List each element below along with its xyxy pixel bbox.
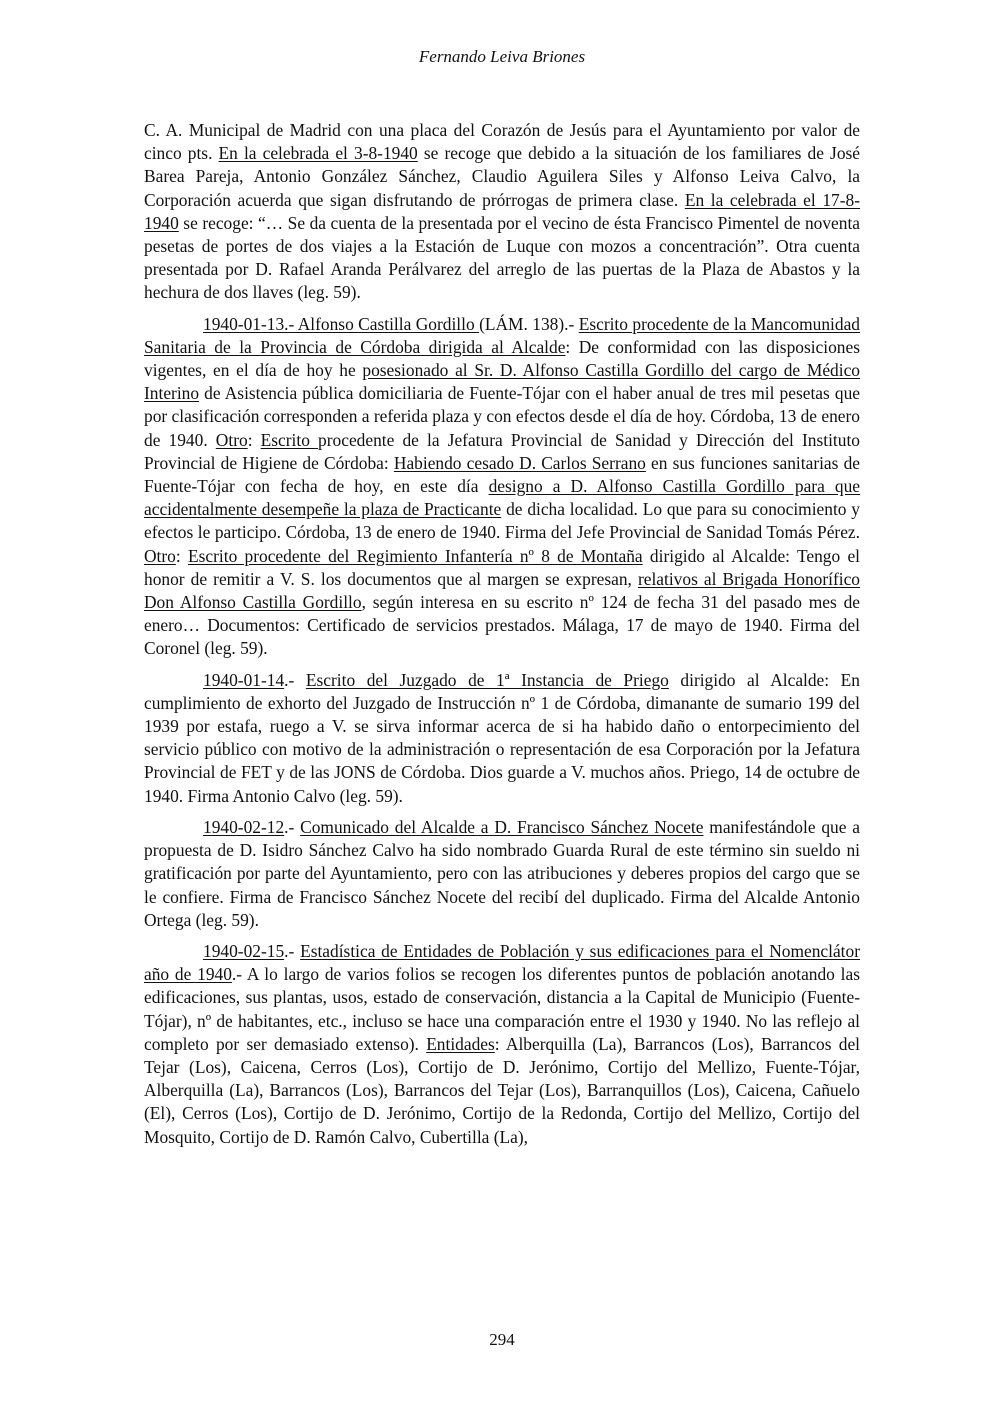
- underlined-text: posesionado al Sr. D. Alfonso Castilla Gordillo del cargo de Médico Interino: [144, 360, 860, 404]
- text-run: : De conformidad con las disposiciones vigentes, en el día de hoy he: [144, 336, 860, 381]
- text-run: en sus funciones sanitarias de Fuente-Tójar con fecha de hoy, en este día: [144, 452, 860, 497]
- underlined-text: Habiendo cesado D. Carlos Serrano: [393, 452, 646, 473]
- underlined-text: Estadística de Entidades de Población y sus edificaciones para el Nomenclátor año de 1940: [144, 940, 860, 985]
- underlined-text: En la celebrada el 3-8-1940: [218, 143, 418, 164]
- underlined-text: 1940-01-13.- Alfonso Castilla Gordillo: [203, 313, 480, 334]
- text-run: procedente de la Jefatura Provincial de Sanidad y Dirección del Instituto Provincial de Higiene de Córdoba:: [144, 429, 860, 473]
- text-run: dirigido al Alcalde: Tengo el honor de remitir a V. S. los documentos que al margen se expresan,: [144, 545, 860, 589]
- paragraph: [144, 119, 860, 305]
- underlined-text: Escrito del Juzgado de 1ª Instancia de Priego: [305, 669, 669, 690]
- text-run: dirigido al Alcalde: En cumplimiento de exhorto del Juzgado de Instrucción nº 1 de Córdoba, dimanante de sumario 199 del 1939 por estafa, ruego a V. se sirva informar acerca de si ha habido daño o entorpecimiento del servicio público con motivo de la administración o representación de esa Corporación por la Jefatura Provincial de FET y de las JONS de Córdoba. Dios guarde a V. muchos años. Priego, 14 de octubre de 1940. Firma Antonio Calvo (leg. 59).: [144, 669, 860, 806]
- text-run: se recoge que debido a la situación de los familiares de José Barea Pareja, Antonio González Sánchez, Claudio Aguilera Siles y Alfonso Leiva Calvo, la Corporación acuerda que sigan disfrutando de prórrogas de primera clase.: [144, 143, 861, 210]
- text-run: (LÁM. 138).-: [479, 313, 579, 334]
- page-number: 294: [489, 1330, 515, 1349]
- text-run: de Asistencia pública domiciliaria de Fuente-Tójar con el haber anual de tres mil pesetas que por clasificación corresponden a referida plaza y con efectos desde el día de hoy. Córdoba, 13 de enero de 1940.: [144, 383, 860, 450]
- text-run: :: [247, 429, 261, 450]
- text-run: .-: [284, 940, 301, 961]
- text-run: de dicha localidad. Lo que para su conocimiento y efectos le participo. Córdoba, 13 de enero de 1940. Firma del Jefe Provincial de Sanidad Tomás Pérez.: [144, 499, 860, 543]
- text-run: C. A. Municipal de Madrid con una placa del Corazón de Jesús para el Ayuntamiento por valor de cinco pts.: [144, 120, 860, 164]
- text-run: se recoge: “… Se da cuenta de la presentada por el vecino de ésta Francisco Pimentel de noventa pesetas de portes de dos viajes a la Estación de Luque con mozos a concentración”. Otra cuenta presentada por D. Rafael Aranda Perálvarez del arreglo de las puertas de la Plaza de Abastos y la hechura de dos llaves (leg. 59).: [144, 212, 860, 303]
- underlined-text: En la celebrada el 17-8-1940: [144, 189, 860, 233]
- paragraph: [144, 669, 860, 808]
- paragraph: [144, 816, 860, 932]
- underlined-text: Entidades: [426, 1033, 495, 1054]
- paragraph: [144, 940, 860, 1149]
- body-text: [144, 119, 860, 1157]
- text-run: manifestándole que a propuesta de D. Isidro Sánchez Calvo ha sido nombrado Guarda Rural de este término sin sueldo ni gratificación por parte del Ayuntamiento, pero con las atribuciones y deberes propios del cargo que se le confiere. Firma de Francisco Sánchez Nocete del recibí del duplicado. Firma del Alcalde Antonio Ortega (leg. 59).: [144, 816, 860, 930]
- underlined-text: Escrito procedente del Regimiento Infantería nº 8 de Montaña: [188, 545, 643, 566]
- text-run: .-: [284, 669, 306, 690]
- underlined-text: relativos al Brigada Honorífico Don Alfonso Castilla Gordillo: [144, 568, 860, 613]
- underlined-text: Comunicado del Alcalde a D. Francisco Sánchez Nocete: [300, 816, 704, 837]
- text-run: , según interesa en su escrito nº 124 de fecha 31 del pasado mes de enero… Documentos: Certificado de servicios prestados. Málaga, 17 de mayo de 1940. Firma del Coronel (leg. 59).: [144, 592, 860, 659]
- underlined-text: Escrito: [260, 429, 319, 450]
- underlined-text: 1940-02-12: [203, 816, 285, 837]
- text-run: :: [175, 545, 188, 566]
- underlined-text: 1940-02-15: [203, 940, 285, 961]
- underlined-text: designo a D. Alfonso Castilla Gordillo para que accidentalmente desempeñe la plaza de Practicante: [144, 476, 860, 520]
- underlined-text: Otro: [215, 429, 248, 450]
- text-run: .- A lo largo de varios folios se recogen los diferentes puntos de población anotando las edificaciones, sus plantas, usos, estado de conservación, distancia a la Capital de Municipio (Fuente-Tójar), nº de habitantes, etc., incluso se hace una comparación entre el 1930 y 1940. No las reflejo al completo por ser demasiado extenso).: [144, 964, 860, 1054]
- running-header: Fernando Leiva Briones: [418, 47, 586, 66]
- underlined-text: Otro: [144, 545, 176, 566]
- underlined-text: Escrito procedente de la Mancomunidad Sanitaria de la Provincia de Córdoba dirigida al Alcalde: [144, 313, 860, 357]
- paragraph: [144, 313, 860, 661]
- text-run: .-: [284, 816, 301, 837]
- underlined-text: 1940-01-14: [203, 669, 285, 690]
- text-run: : Alberquilla (La), Barrancos (Los), Barrancos del Tejar (Los), Caicena, Cerros (Los), Cortijo de D. Jerónimo, Cortijo del Mellizo, Fuente-Tójar, Alberquilla (La), Barrancos (Los), Barrancos del Tejar (Los), Barranquillos (Los), Caicena, Cañuelo (El), Cerros (Los), Cortijo de D. Jerónimo, Cortijo de la Redonda, Cortijo del Mellizo, Cortijo del Mosquito, Cortijo de D. Ramón Calvo, Cubertilla (La),: [144, 1033, 861, 1147]
